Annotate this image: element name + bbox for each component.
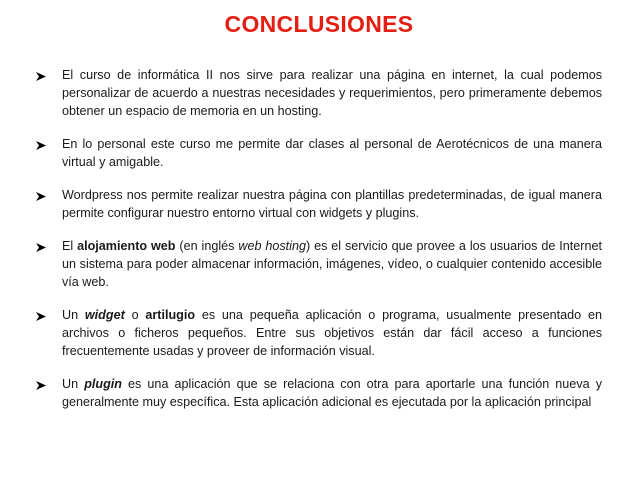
- bullet-text: [62, 377, 602, 409]
- bullet-text-segment: plugin: [84, 376, 122, 391]
- bullet-text: [62, 308, 602, 358]
- arrowhead-bullet-icon: [36, 141, 46, 150]
- bullet-item: [0, 376, 638, 412]
- bullet-text-segment: widget: [84, 307, 125, 322]
- bullet-item: [0, 136, 638, 172]
- bullet-text-segment: es una pequeña aplicación o programa, usualmente presentado en archivos o ficheros pequeños. Entre sus objetivos están dar fácil acceso a funciones frecuentemente usadas y proveer de información visual.: [62, 307, 602, 358]
- bullet-text-segment: Un: [62, 307, 85, 322]
- bullet-text-segment: es una aplicación que se relaciona con otra para aportarle una función nueva y generalmente muy específica. Esta aplicación adicional es ejecutada por la aplicación principal: [62, 376, 602, 409]
- bullet-item: [0, 307, 638, 360]
- bullet-item: [0, 187, 638, 223]
- bullet-list: [0, 67, 638, 427]
- arrowhead-bullet-icon: [36, 312, 46, 321]
- bullet-text-segment: web hosting: [238, 239, 306, 254]
- bullet-text-segment: El: [62, 239, 78, 254]
- arrowhead-bullet-icon: [36, 243, 46, 252]
- bullet-text: [62, 239, 602, 289]
- bullet-text-segment: ) es el servicio que provee a los usuarios de Internet un sistema para poder almacenar información, imágenes, vídeo, o cualquier contenido accesible vía web.: [62, 239, 602, 289]
- bullet-text: [62, 68, 602, 118]
- bullet-text-segment: artilugio: [145, 307, 196, 322]
- bullet-item: [0, 67, 638, 120]
- slide-title: CONCLUSIONES: [224, 11, 414, 37]
- bullet-text-segment: Wordpress nos permite realizar nuestra página con plantillas predeterminadas, de igual manera permite configurar nuestro entorno virtual con widgets y plugins.: [62, 187, 602, 220]
- bullet-text: [62, 137, 602, 169]
- arrowhead-bullet-icon: [36, 72, 46, 81]
- bullet-text-segment: alojamiento web: [77, 239, 176, 254]
- bullet-item: [0, 238, 638, 291]
- bullet-text-segment: o: [124, 307, 146, 322]
- bullet-text: [62, 188, 602, 220]
- bullet-text-segment: El curso de informática II nos sirve para realizar una página en internet, la cual podemos personalizar de acuerdo a nuestras necesidades y requerimientos, pero primeramente debemos obtener un espacio de memoria en un hosting.: [62, 68, 602, 118]
- bullet-text-segment: Un: [62, 376, 85, 391]
- arrowhead-bullet-icon: [36, 192, 46, 201]
- arrowhead-bullet-icon: [36, 381, 46, 390]
- bullet-text-segment: (en inglés: [175, 239, 239, 254]
- bullet-text-segment: En lo personal este curso me permite dar clases al personal de Aerotécnicos de una manera virtual y amigable.: [62, 136, 602, 169]
